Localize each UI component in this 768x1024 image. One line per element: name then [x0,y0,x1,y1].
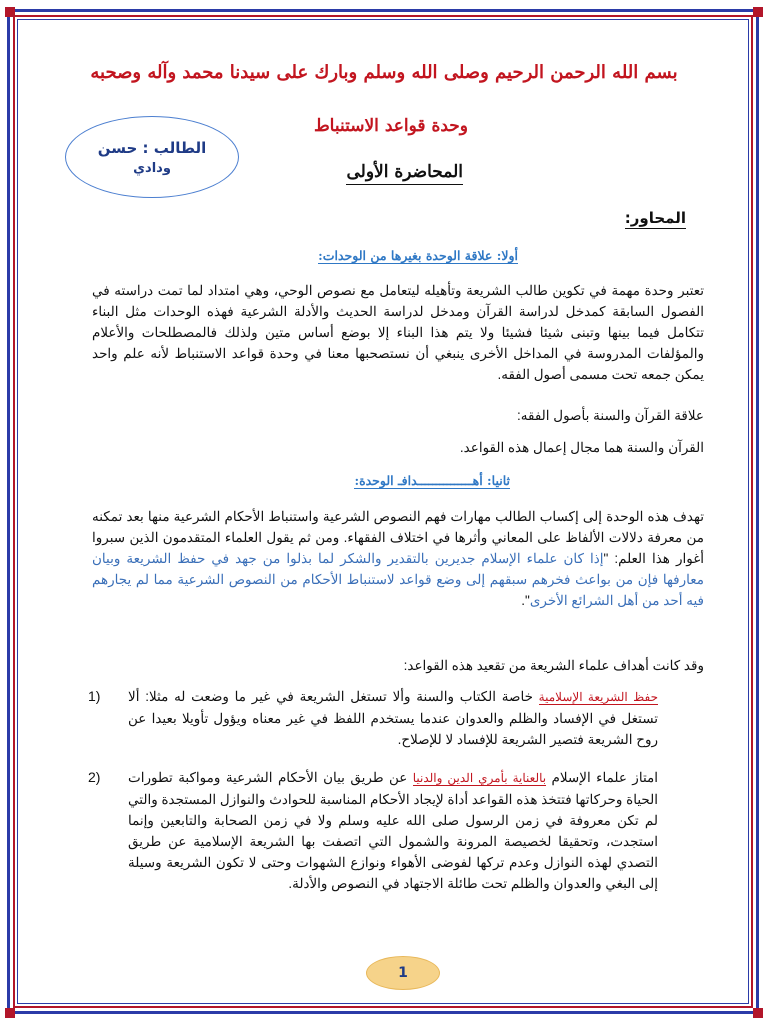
item-number: 1) [88,688,101,704]
page-number-badge: 1 [366,956,440,990]
goal-item-1 [128,686,658,750]
section2-paragraph [92,506,704,611]
goal-2-text: عن طريق بيان الأحكام الشرعية ومواكبة تطورات الحياة وحركاتها فتتخذ هذه القواعد أداة لإيجاد الأحكام المناسبة للحوادث والنوازل المستجدة والتي لم تكن معروفة في زمن الرسول صلى الله عليه وسلم ولا في زمن الصحابة والتابعين وإنما استجدت، وتحقيقا لخصيصة المرونة والشمول التي اتصفت بها الشريعة الإسلامية عن طريق التصدي لهذه النوازل وعدم تركها لفوضى الأهواء ونوازع الشهوات وحتى لا تكون الشريعة وسيلة إلى البغي والعدوان والظلم تحت طائلة الاجتهاد في النصوص والأدلة. [128,770,658,891]
goal-2-highlight: بالعناية بأمري الدين والدنيا [412,771,547,785]
lecture-title: المحاضرة الأولى [346,162,463,185]
section2-heading-part1: ثانيا: أهـــ [461,473,510,488]
goal-item-2 [128,767,658,894]
section2-heading-part2: ــــــــــــدافـ الوحدة: [354,473,462,488]
unit-title: وحدة قواعد الاستنباط [313,116,468,136]
section2-paragraph-text: تهدف هذه الوحدة إلى إكساب الطالب مهارات فهم النصوص الشرعية واستنباط الأحكام الشرعية منها بعد تمكنه من معرفة دلالات الألفاظ على المعاني وأثرها في اختلاف الفقهاء. ومن ثم يقول العلماء المتقدمون الذين سبروا أغوار هذا العلم: " [92,509,705,566]
quran-sunnah-relation-line: علاقة القرآن والسنة بأصول الفقه: [517,408,704,423]
scholars-quote: إذا كان علماء الإسلام جديرين بالتقدير والشكر لما بذلوا من جهد في حفظ الشريعة وبيان معارفها فإن من بواعث فخرهم سبقهم إلى وضع قواعد لاستنباط الأحكام من النصوص الشرعية مما لم يجارهم فيه أحد من أهل الشرائع الأخرى [92,551,704,608]
section1-heading-text: أولا: علاقة الوحدة بغيرها من الوحدات: [318,248,518,263]
student-label: الطالب : حسن [97,138,207,157]
section1-paragraph: تعتبر وحدة مهمة في تكوين طالب الشريعة وتأهيله ليتعامل مع نصوص الوحي، وهي امتداد لما تمت دراسته في الفصول السابقة كمدخل لدراسة القرآن ومدخل لدراسة الحديث والأدلة الشرعية فهذه الوحدات مثل البناء تتكامل فيما بينها وتبنى شيئا فشيئا ولا يتم هذا البناء إلا بوضع أساس متين ولذلك فالمصطلحات والأعلام والمؤلفات المدروسة في المداخل الأخرى ينبغي أن نستصحبها معنا في وحدة قواعد الاستنباط لأنه علم واحد يمكن جمعه تحت مسمى أصول الفقه. [92,283,704,382]
corner-ornament [753,7,763,17]
axes-label: المحاور: [624,209,686,227]
corner-ornament [753,1008,763,1018]
goal-2-prefix: امتاز علماء الإسلام [546,770,658,785]
goal-1-highlight: حفظ الشريعة الإسلامية [538,690,658,704]
corner-ornament [5,7,15,17]
item-number: 2) [88,769,101,785]
section1-heading [318,248,518,263]
goals-intro: وقد كانت أهداف علماء الشريعة من تقعيد هذه القواعد: [403,658,704,673]
corner-ornament [5,1008,15,1018]
goal-1-text: خاصة الكتاب والسنة وألا تستغل الشريعة في غير ما وضعت له مثلا: ألا تستغل في الإفساد والظلم والعدوان عندما يستخدم اللفظ في غير معناه ويؤول تأويلا بعيدا عن روح الشريعة فتصير الشريعة للإفساد لا للإصلاح. [128,689,658,747]
student-name: ودادي [133,160,171,176]
student-name-ellipse [65,116,239,198]
quote-end: ". [521,593,530,608]
basmala-heading: بسم الله الرحمن الرحيم وصلى الله وسلم وبارك على سيدنا محمد وآله وصحبه [90,62,678,83]
section2-heading [354,473,510,488]
quran-sunnah-scope-line: القرآن والسنة هما مجال إعمال هذه القواعد. [459,440,704,455]
